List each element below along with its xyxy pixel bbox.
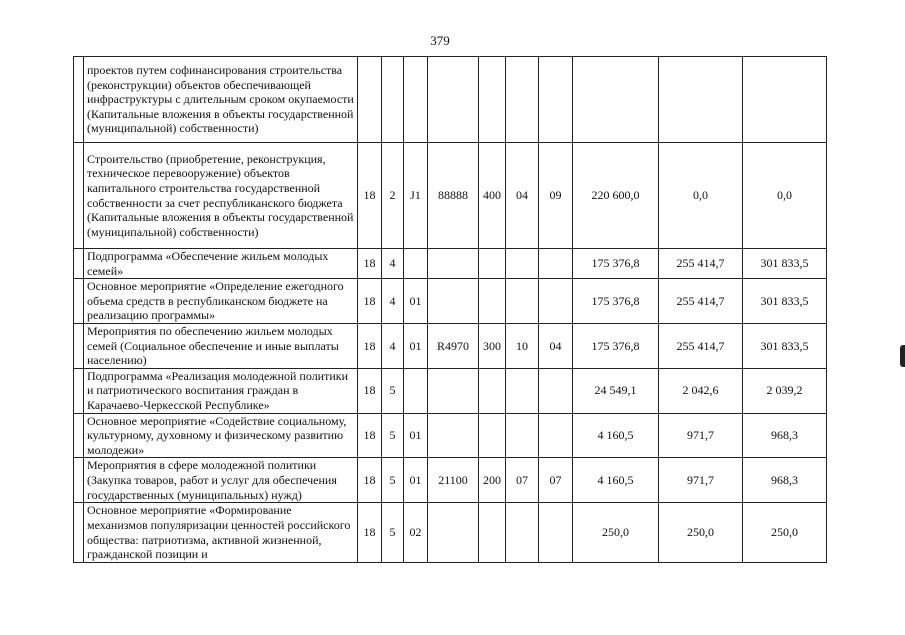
- code-ministry-cell: 18: [358, 368, 382, 413]
- code-ministry-cell: 18: [358, 323, 382, 368]
- code-event-cell: [404, 249, 428, 279]
- amount-year1-cell: 175 376,8: [573, 323, 659, 368]
- budget-table: [73, 56, 827, 563]
- row-name-cell: Основное мероприятие «Содействие социальному, культурному, духовному и физическому развитию молодежи»: [84, 413, 358, 458]
- row-margin-cell: [74, 249, 84, 279]
- code-program-cell: 4: [382, 249, 404, 279]
- code-subsection-cell: [539, 503, 573, 563]
- code-section-cell: 07: [506, 458, 539, 503]
- row-name-cell: Основное мероприятие «Определение ежегодного объема средств в республиканском бюджете на реализацию программы»: [84, 279, 358, 324]
- code-section-cell: 10: [506, 323, 539, 368]
- code-direction-cell: 21100: [428, 458, 479, 503]
- code-direction-cell: [428, 57, 479, 143]
- code-section-cell: [506, 503, 539, 563]
- row-margin-cell: [74, 503, 84, 563]
- amount-year3-cell: 301 833,5: [743, 249, 827, 279]
- amount-year2-cell: [659, 57, 743, 143]
- row-name-cell: Основное мероприятие «Формирование механизмов популяризации ценностей российского общества: патриотизма, активной жизненной, гражданской позиции и: [84, 503, 358, 563]
- code-direction-cell: [428, 413, 479, 458]
- row-margin-cell: [74, 279, 84, 324]
- code-subsection-cell: 04: [539, 323, 573, 368]
- code-event-cell: [404, 368, 428, 413]
- code-subsection-cell: [539, 368, 573, 413]
- code-program-cell: 4: [382, 279, 404, 324]
- code-program-cell: 5: [382, 368, 404, 413]
- table-row: [74, 249, 827, 279]
- row-name-cell: Мероприятия по обеспечению жильем молодых семей (Социальное обеспечение и иные выплаты населению): [84, 323, 358, 368]
- row-margin-cell: [74, 458, 84, 503]
- amount-year1-cell: [573, 57, 659, 143]
- code-direction-cell: [428, 279, 479, 324]
- row-margin-cell: [74, 368, 84, 413]
- amount-year3-cell: [743, 57, 827, 143]
- code-event-cell: 01: [404, 413, 428, 458]
- code-subsection-cell: 07: [539, 458, 573, 503]
- amount-year3-cell: 968,3: [743, 458, 827, 503]
- row-margin-cell: [74, 57, 84, 143]
- table-row: [74, 323, 827, 368]
- amount-year3-cell: 2 039,2: [743, 368, 827, 413]
- row-name-cell: Подпрограмма «Обеспечение жильем молодых семей»: [84, 249, 358, 279]
- amount-year2-cell: 255 414,7: [659, 279, 743, 324]
- code-expense-type-cell: [479, 368, 506, 413]
- code-subsection-cell: [539, 279, 573, 324]
- code-expense-type-cell: [479, 503, 506, 563]
- code-ministry-cell: 18: [358, 503, 382, 563]
- amount-year1-cell: 24 549,1: [573, 368, 659, 413]
- row-name-cell: Подпрограмма «Реализация молодежной политики и патриотического воспитания граждан в Карачаево-Черкесской Республике»: [84, 368, 358, 413]
- table-row: [74, 413, 827, 458]
- code-ministry-cell: 18: [358, 143, 382, 249]
- amount-year3-cell: 250,0: [743, 503, 827, 563]
- code-event-cell: 01: [404, 323, 428, 368]
- amount-year3-cell: 0,0: [743, 143, 827, 249]
- code-expense-type-cell: [479, 249, 506, 279]
- table-row: [74, 57, 827, 143]
- code-expense-type-cell: 200: [479, 458, 506, 503]
- amount-year2-cell: 250,0: [659, 503, 743, 563]
- code-program-cell: [382, 57, 404, 143]
- amount-year2-cell: 2 042,6: [659, 368, 743, 413]
- code-section-cell: 04: [506, 143, 539, 249]
- amount-year1-cell: 4 160,5: [573, 413, 659, 458]
- amount-year3-cell: 968,3: [743, 413, 827, 458]
- code-direction-cell: 88888: [428, 143, 479, 249]
- code-section-cell: [506, 249, 539, 279]
- page-edge-mark: [900, 345, 905, 367]
- code-section-cell: [506, 57, 539, 143]
- amount-year2-cell: 971,7: [659, 458, 743, 503]
- code-event-cell: 01: [404, 279, 428, 324]
- code-event-cell: 01: [404, 458, 428, 503]
- code-event-cell: 02: [404, 503, 428, 563]
- page-number: 379: [430, 33, 450, 48]
- row-margin-cell: [74, 323, 84, 368]
- code-program-cell: 4: [382, 323, 404, 368]
- code-expense-type-cell: 400: [479, 143, 506, 249]
- amount-year3-cell: 301 833,5: [743, 323, 827, 368]
- amount-year1-cell: 220 600,0: [573, 143, 659, 249]
- code-program-cell: 5: [382, 458, 404, 503]
- table-row: [74, 503, 827, 563]
- code-direction-cell: [428, 249, 479, 279]
- row-margin-cell: [74, 143, 84, 249]
- code-direction-cell: [428, 368, 479, 413]
- amount-year2-cell: 255 414,7: [659, 249, 743, 279]
- code-expense-type-cell: [479, 57, 506, 143]
- table-row: [74, 368, 827, 413]
- amount-year2-cell: 971,7: [659, 413, 743, 458]
- amount-year1-cell: 4 160,5: [573, 458, 659, 503]
- code-ministry-cell: 18: [358, 413, 382, 458]
- code-direction-cell: [428, 503, 479, 563]
- row-name-cell: Мероприятия в сфере молодежной политики (Закупка товаров, работ и услуг для обеспечения государственных (муниципальных) нужд): [84, 458, 358, 503]
- code-program-cell: 2: [382, 143, 404, 249]
- code-subsection-cell: [539, 413, 573, 458]
- row-name-cell: Строительство (приобретение, реконструкция, техническое перевооружение) объектов капитального строительства государственной собственности за счет республиканского бюджета (Капитальные вложения в объекты государственной (муниципальной) собственности): [84, 143, 358, 249]
- code-expense-type-cell: [479, 279, 506, 324]
- code-expense-type-cell: [479, 413, 506, 458]
- code-section-cell: [506, 279, 539, 324]
- code-event-cell: J1: [404, 143, 428, 249]
- amount-year2-cell: 255 414,7: [659, 323, 743, 368]
- table-row: [74, 279, 827, 324]
- code-ministry-cell: 18: [358, 249, 382, 279]
- code-ministry-cell: 18: [358, 279, 382, 324]
- amount-year1-cell: 250,0: [573, 503, 659, 563]
- code-expense-type-cell: 300: [479, 323, 506, 368]
- code-subsection-cell: [539, 57, 573, 143]
- amount-year2-cell: 0,0: [659, 143, 743, 249]
- code-ministry-cell: [358, 57, 382, 143]
- code-ministry-cell: 18: [358, 458, 382, 503]
- code-section-cell: [506, 368, 539, 413]
- amount-year1-cell: 175 376,8: [573, 249, 659, 279]
- code-direction-cell: R4970: [428, 323, 479, 368]
- code-program-cell: 5: [382, 413, 404, 458]
- row-margin-cell: [74, 413, 84, 458]
- code-subsection-cell: [539, 249, 573, 279]
- amount-year3-cell: 301 833,5: [743, 279, 827, 324]
- code-section-cell: [506, 413, 539, 458]
- table-row: [74, 143, 827, 249]
- code-program-cell: 5: [382, 503, 404, 563]
- amount-year1-cell: 175 376,8: [573, 279, 659, 324]
- code-event-cell: [404, 57, 428, 143]
- row-name-cell: проектов путем софинансирования строительства (реконструкции) объектов обеспечивающей инфраструктуры с длительным сроком окупаемости (Капитальные вложения в объекты государственной (муниципальной) собственности): [84, 57, 358, 143]
- table-row: [74, 458, 827, 503]
- code-subsection-cell: 09: [539, 143, 573, 249]
